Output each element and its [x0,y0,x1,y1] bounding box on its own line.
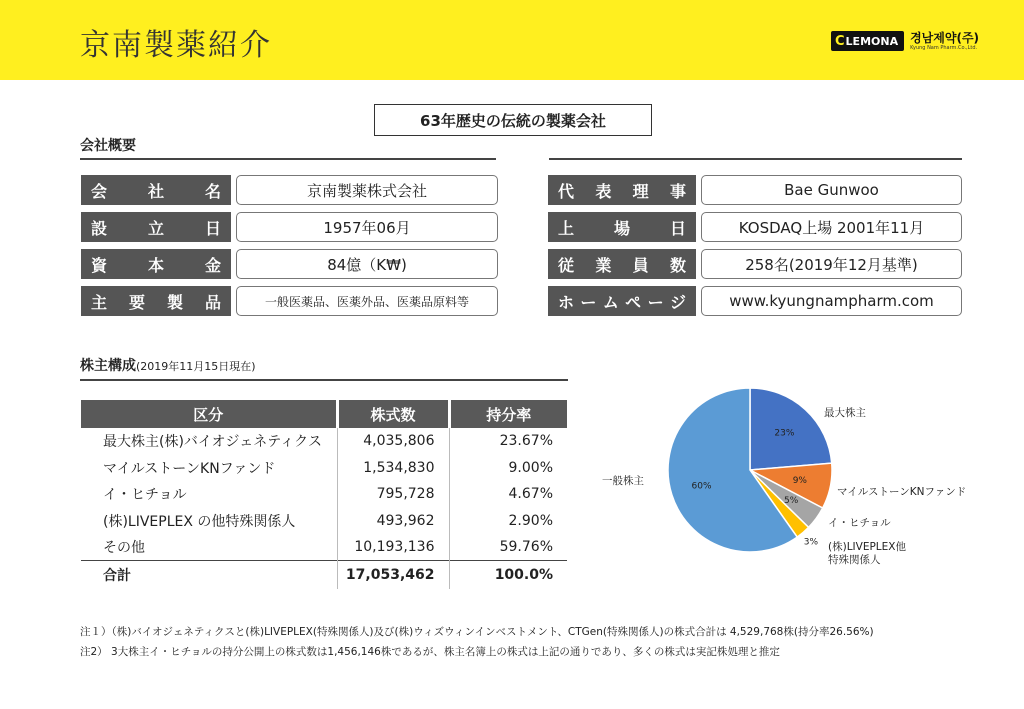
company-logo [831,30,979,52]
overview-label-char: ホ [558,292,575,312]
overview-label-char: 日 [669,218,686,238]
overview-row-left-3 [81,286,498,316]
lemona-logo [831,31,904,51]
overview-label-char: 表 [595,181,612,201]
tagline-box: 63年歴史の伝統の製薬会社 [374,104,652,136]
shareholders-rule [80,379,568,381]
col-header-shares: 株式数 [337,400,449,428]
cell-category: (株)LIVEPLEX の他特殊関係人 [103,513,296,530]
table-row [81,428,567,455]
table-total-row [81,561,567,589]
overview-label [81,175,231,205]
overview-label-char: 日 [204,218,221,238]
overview-label-char: 数 [669,255,686,275]
overview-label-char: 資 [91,255,108,275]
table-header-row [81,400,567,428]
overview-label-char: 主 [91,292,108,312]
cell-shares: 493,962 [337,508,449,535]
cell-shares: 795,728 [337,481,449,508]
overview-row-right-0 [548,175,962,205]
pie-percent-label: 60% [691,481,712,492]
cell-shares: 10,193,136 [337,534,449,561]
overview-label-char: ジ [669,292,686,312]
pie-percent-label: 3% [803,537,819,548]
cell-shares: 1,534,830 [337,455,449,482]
overview-label-char: 製 [166,292,183,312]
cell-ratio: 9.00% [449,455,567,482]
overview-row-right-2 [548,249,962,279]
cell-ratio: 2.90% [449,508,567,535]
cell-ratio: 100.0% [449,561,567,589]
overview-value: 258名(2019年12月基準) [701,249,962,279]
overview-value: 1957年06月 [236,212,498,242]
overview-label-char: 立 [147,218,164,238]
overview-value: Bae Gunwoo [701,175,962,205]
shareholders-heading-text: 株主構成 [80,358,136,374]
overview-label-char: 代 [558,181,575,201]
shareholders-heading-date: (2019年11月15日現在) [136,360,256,373]
table-row [81,455,567,482]
cell-category: その他 [103,540,145,556]
overview-rule-right [549,158,962,160]
col-header-ratio: 持分率 [449,400,567,428]
pie-category-label: 最大株主 [824,407,866,419]
overview-label-char: ペ [625,292,642,312]
lemona-c-mark: C [835,33,845,49]
overview-value: 84億（K₩) [236,249,498,279]
page-title: 京南製薬紹介 [80,28,272,63]
overview-label-char: ム [602,292,619,312]
overview-value: KOSDAQ上場 2001年11月 [701,212,962,242]
shareholder-table [81,400,567,589]
overview-value: www.kyungnampharm.com [701,286,962,316]
shareholders-heading [80,355,256,375]
cell-category: 最大株主(株)バイオジェネティクス [103,434,322,451]
overview-label [548,175,696,205]
pie-category-label: イ・ヒチョル [828,517,891,529]
pie-category-label: マイルストーンKNファンド [837,486,967,498]
footnote-1: 注１）（株)バイオジェネティクスと(株)LIVEPLEX(特殊関係人)及び(株)ウィズウィンインベストメント、CTGen(特殊関係人)の株式合計は 4,529,768株(持分率26.56%) [80,626,874,638]
overview-value: 一般医薬品、医薬外品、医薬品原料等 [236,286,498,316]
pie-percent-label: 23% [774,428,795,439]
cell-ratio: 59.76% [449,534,567,561]
overview-label-char: 理 [632,181,649,201]
overview-label-char: 名 [204,181,221,201]
overview-label-char: 会 [91,181,108,201]
lemona-brand: LEMONA [845,34,899,48]
pie-percent-label: 9% [792,476,807,487]
logo-english-name: Kyung Nam Pharm.Co.,Ltd. [910,44,978,51]
overview-heading: 会社概要 [80,138,136,154]
overview-label [548,249,696,279]
overview-label-char: 員 [632,255,649,275]
cell-ratio: 4.67% [449,481,567,508]
overview-label-char: ー [647,292,664,312]
overview-label-char: 設 [91,218,108,238]
overview-row-left-0 [81,175,498,205]
overview-label-char: 上 [558,218,575,238]
overview-label [81,212,231,242]
shareholder-pie-chart [580,380,980,580]
cell-shares: 17,053,462 [337,561,449,589]
table-row [81,481,567,508]
overview-label-char: 金 [204,255,221,275]
overview-label-char: 従 [558,255,575,275]
overview-label-char: 本 [147,255,164,275]
pie-category-label: (株)LIVEPLEX他特殊関係人 [828,541,906,566]
cell-category: マイルストーンKNファンド [103,460,276,477]
overview-label-char: 事 [669,181,686,201]
cell-ratio: 23.67% [449,428,567,455]
overview-row-right-1 [548,212,962,242]
footnotes [80,622,874,662]
overview-row-left-2 [81,249,498,279]
overview-row-left-1 [81,212,498,242]
overview-label-char: 業 [595,255,612,275]
col-header-category: 区分 [81,400,337,428]
overview-row-right-3 [548,286,962,316]
pie-percent-label: 5% [783,495,799,506]
overview-label [81,249,231,279]
cell-category: 合計 [81,561,337,589]
overview-label [548,212,696,242]
table-row [81,508,567,535]
pie-category-label: 一般株主 [602,475,644,487]
overview-label-char: ー [580,292,597,312]
overview-label-char: 要 [128,292,145,312]
overview-label [548,286,696,316]
footnote-2: 注2） 3大株主イ・ヒチョルの持分公開上の株式数は1,456,146株であるが、株主名簿上の株式は上記の通りであり、多くの株式は実記株処理と推定 [80,646,780,658]
overview-value: 京南製薬株式会社 [236,175,498,205]
logo-korean-name: 경남제약(주) [910,30,980,45]
overview-rule-left [80,158,496,160]
table-row [81,534,567,561]
cell-category: イ・ヒチョル [103,487,187,504]
cell-shares: 4,035,806 [337,428,449,455]
overview-label-char: 場 [613,218,630,238]
overview-label-char: 品 [204,292,221,312]
overview-label-char: 社 [147,181,164,201]
overview-label [81,286,231,316]
